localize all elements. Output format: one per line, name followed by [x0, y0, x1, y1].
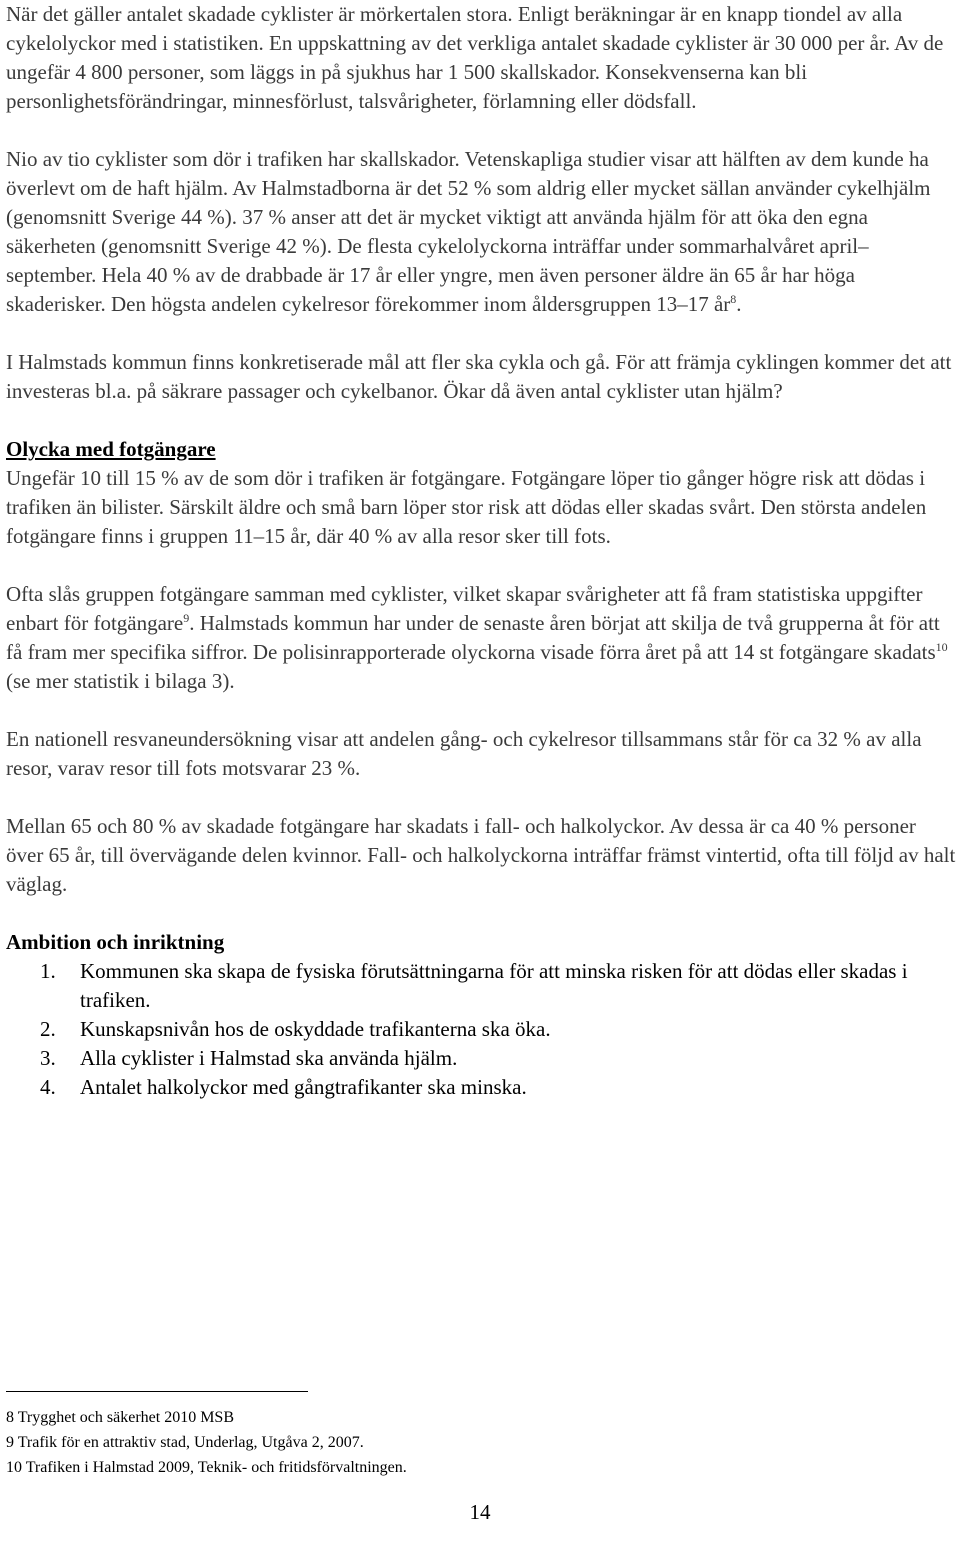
paragraph-cyklister-morkertal: När det gäller antalet skadade cyklister är mörkertalen stora. Enligt beräkningar är en knapp tiondel av alla cykelolyckor med i statistiken. En uppskattning av det verkliga antalet skadade cyklister är 30 000 per år. Av de ungefär 4 800 personer, som läggs in på sjukhus har 1 500 skallskador. Konsekvenserna kan bli personlighetsförändringar, minnesförlust, talsvårigheter, förlamning eller dödsfall. [6, 2, 944, 113]
paragraph-fotgangare-statistik [6, 580, 956, 696]
paragraph-text: (se mer statistik i bilaga 3). [6, 669, 235, 693]
footnote-ref-9: 9 [183, 611, 190, 625]
goals-list [6, 957, 956, 1102]
page-number: 14 [469, 1500, 491, 1524]
footnote-ref-10: 10 [935, 640, 948, 654]
paragraph-halkolyckor: Mellan 65 och 80 % av skadade fotgängare har skadats i fall- och halkolyckor. Av dessa är ca 40 % personer över 65 år, till övervägande delen kvinnor. Fall- och halkolyckorna inträffar främst vintertid, ofta till följd av halt väglag. [6, 814, 956, 896]
paragraph-fotgangare-risk: Ungefär 10 till 15 % av de som dör i trafiken är fotgängare. Fotgängare löper tio gånger högre risk att dödas i trafiken än bilister. Särskilt äldre och små barn löper stor risk att dödas eller skadas svårt. Den största andelen fotgängare finns i gruppen 11–15 år, där 40 % av alla resor sker till fots. [6, 466, 927, 548]
footnote-8: 8 Trygghet och säkerhet 2010 MSB [6, 1409, 234, 1426]
list-text: Kunskapsnivån hos de oskyddade trafikanterna ska öka. [80, 1017, 551, 1041]
list-item [6, 1044, 956, 1073]
footnote-ref-8: 8 [730, 292, 737, 306]
footnote-9: 9 Trafik för en attraktiv stad, Underlag, Utgåva 2, 2007. [6, 1434, 364, 1451]
footnote-divider [6, 1391, 308, 1392]
list-number: 4. [40, 1075, 56, 1099]
paragraph-text: Nio av tio cyklister som dör i trafiken har skallskador. Vetenskapliga studier visar att hälften av dem kunde ha överlevt om de haft hjälm. Av Halmstadborna är det 52 % som aldrig eller mycket sällan använder cykelhjälm (genomsnitt Sverige 44 %). 37 % anser att det är mycket viktigt att använda hjälm för att öka den egna säkerheten (genomsnitt Sverige 42 %). De flesta cykelolyckorna inträffar under sommarhalvåret april– september. Hela 40 % av de drabbade är 17 år eller yngre, men även personer äldre än 65 år har höga skaderisker. Den högsta andelen cykelresor förekommer inom åldersgruppen 13–17 år [6, 147, 931, 316]
list-number: 3. [40, 1046, 56, 1070]
footnote-10: 10 Trafiken i Halmstad 2009, Teknik- och fritidsförvaltningen. [6, 1459, 407, 1476]
footnotes [6, 1405, 407, 1480]
paragraph-text: Ofta slås gruppen fotgängare samman med cyklister, vilket skapar svårigheter att få fram statistiska uppgifter enbart för fotgängare [6, 582, 923, 635]
paragraph-resvaneundersokning: En nationell resvaneundersökning visar att andelen gång- och cykelresor tillsammans står för ca 32 % av alla resor, varav resor till fots motsvarar 23 %. [6, 727, 922, 780]
list-number: 1. [40, 959, 56, 983]
list-item [6, 957, 956, 1015]
heading-ambition-inriktning: Ambition och inriktning [6, 930, 225, 954]
paragraph-end: . [736, 292, 742, 316]
list-text: Alla cyklister i Halmstad ska använda hjälm. [80, 1046, 458, 1070]
paragraph-halmstad-mal: I Halmstads kommun finns konkretiserade mål att fler ska cykla och gå. För att främja cyklingen kommer det att investeras bl.a. på säkrare passager och cykelbanor. Ökar då även antal cyklister utan hjälm? [6, 350, 952, 403]
list-item [6, 1015, 956, 1044]
paragraph-text: . Halmstads kommun har under de senaste åren börjat att skilja de två grupperna åt för att få fram mer specifika siffror. De polisinrapporterade olyckorna visade förra året på att 14 st fotgängare skadats [6, 611, 940, 664]
document-body [6, 0, 956, 1102]
list-item [6, 1073, 956, 1102]
heading-olycka-fotgangare: Olycka med fotgängare [6, 437, 216, 461]
paragraph-skallskador-hjalm [6, 145, 956, 319]
list-text: Antalet halkolyckor med gångtrafikanter ska minska. [80, 1075, 527, 1099]
list-number: 2. [40, 1017, 56, 1041]
list-text: Kommunen ska skapa de fysiska förutsättningarna för att minska risken för att dödas eller skadas i trafiken. [80, 959, 908, 1012]
